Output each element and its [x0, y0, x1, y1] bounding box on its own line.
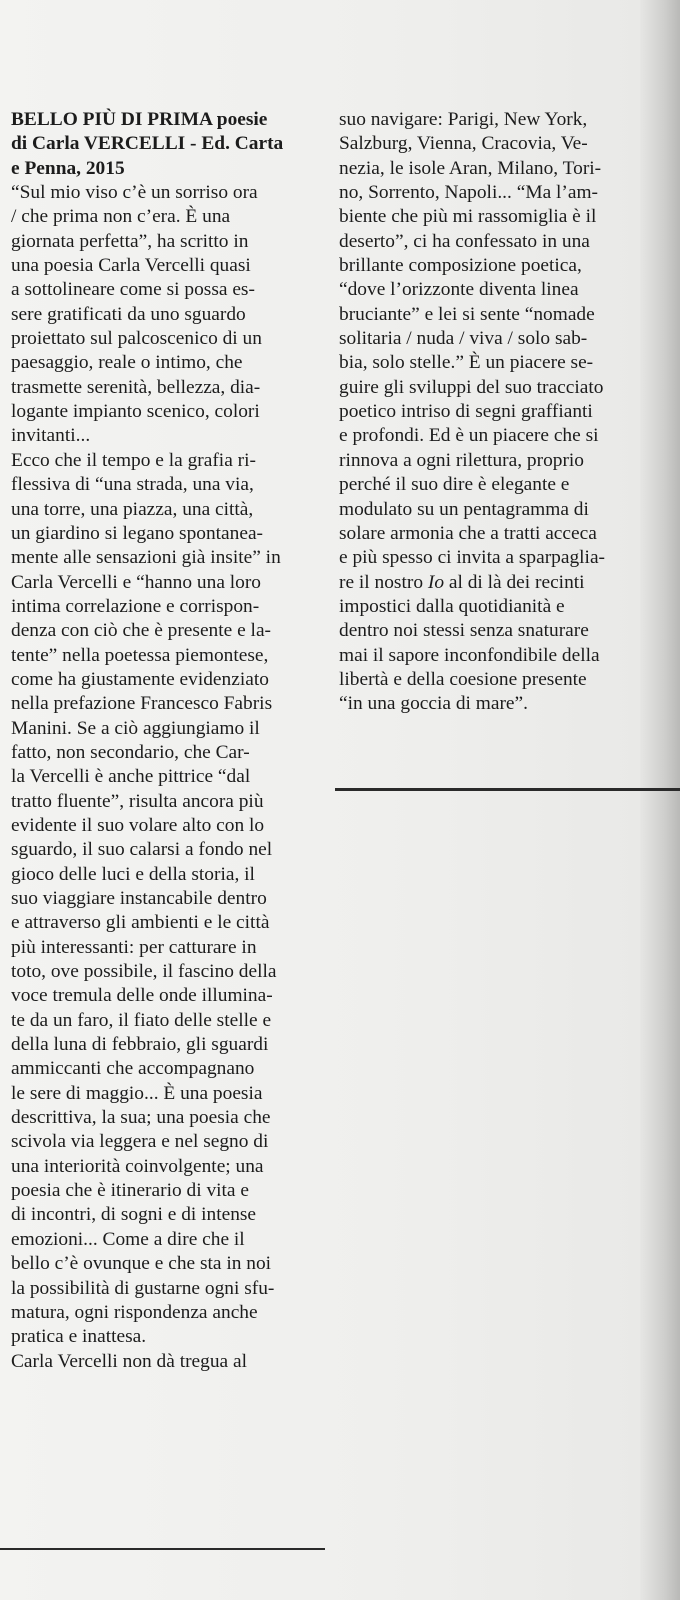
text-line: dentro noi stessi senza snaturare: [339, 620, 589, 642]
text-line: come ha giustamente evidenziato: [11, 668, 269, 690]
text-line: tente” nella poetessa piemontese,: [11, 644, 269, 666]
text-line: deserto”, ci ha confessato in una: [339, 230, 590, 252]
text-line: bello c’è ovunque e che sta in noi: [11, 1253, 272, 1275]
text-line: evidente il suo volare alto con lo: [11, 814, 265, 836]
text-line: giornata perfetta”, ha scritto in: [11, 230, 249, 252]
text-line: sere gratificati da uno sguardo: [11, 303, 246, 325]
text-line: una poesia Carla Vercelli quasi: [11, 255, 251, 277]
text-line: toto, ove possibile, il fascino della: [11, 961, 277, 983]
text-line: della luna di febbraio, gli sguardi: [11, 1034, 269, 1056]
text-line: le sere di maggio... È una poesia: [11, 1082, 263, 1104]
text-line: bruciante” e lei si sente “nomade: [339, 303, 595, 325]
text-line: suo navigare: Parigi, New York,: [339, 109, 588, 130]
text-line: solitaria / nuda / viva / solo sab-: [339, 328, 588, 350]
text-line: logante impianto scenico, colori: [11, 401, 260, 423]
text-line: solare armonia che a tratti acceca: [339, 522, 597, 544]
text-line: re il nostro Io al di là dei recinti: [339, 571, 585, 593]
text-line: e più spesso ci invita a sparpaglia-: [339, 547, 606, 569]
text-line: denza con ciò che è presente e la-: [11, 620, 272, 642]
text-line: Carla Vercelli e “hanno una loro: [11, 571, 262, 593]
text-line: trasmette serenità, bellezza, dia-: [11, 376, 261, 398]
text-line: la Vercelli è anche pittrice “dal: [11, 766, 251, 788]
text-line: matura, ogni rispondenza anche: [11, 1301, 258, 1323]
text-line: nezia, le isole Aran, Milano, Tori-: [339, 157, 602, 179]
text-line: no, Sorrento, Napoli... “Ma l’am-: [339, 182, 599, 204]
text-line: emozioni... Come a dire che il: [11, 1228, 245, 1250]
text-line: impostici dalla quotidianità e: [339, 595, 565, 617]
text-line: voce tremula delle onde illumina-: [11, 985, 273, 1007]
text-line: libertà e della coesione presente: [339, 668, 587, 690]
text-line: tratto fluente”, risulta ancora più: [11, 790, 264, 812]
text-line: mente alle sensazioni già insite” in: [11, 547, 281, 569]
text-line: descrittiva, la sua; una poesia che: [11, 1107, 271, 1129]
column-rule-bottom: [0, 1548, 325, 1550]
text-line: fatto, non secondario, che Car-: [11, 741, 250, 763]
text-line: paesaggio, reale o intimo, che: [11, 352, 243, 374]
text-line: la possibilità di gustarne ogni sfu-: [11, 1277, 275, 1299]
text-line: rinnova a ogni rilettura, proprio: [339, 449, 585, 471]
text-line: perché il suo dire è elegante e: [339, 474, 570, 496]
text-line: / che prima non c’era. È una: [11, 206, 231, 228]
text-line: brillante composizione poetica,: [339, 255, 582, 277]
text-line: flessiva di “una strada, una via,: [11, 474, 254, 496]
text-line: e attraverso gli ambienti e le città: [11, 912, 270, 934]
text-line: una interiorità coinvolgente; una: [11, 1155, 264, 1177]
right-column: [339, 108, 669, 717]
text-line: “Sul mio viso c’è un sorriso ora: [11, 182, 258, 204]
text-line: “in una goccia di mare”.: [339, 693, 528, 715]
text-line: scivola via leggera e nel segno di: [11, 1131, 269, 1153]
article-title-line: BELLO PIÙ DI PRIMA poesie: [11, 109, 268, 130]
text-line: te da un faro, il fiato delle stelle e: [11, 1009, 272, 1031]
text-line: Carla Vercelli non dà tregua al: [11, 1350, 248, 1372]
text-line: una torre, una piazza, una città,: [11, 498, 254, 520]
text-line: Manini. Se a ciò aggiungiamo il: [11, 717, 260, 739]
text-line: invitanti...: [11, 425, 91, 447]
text-line: “dove l’orizzonte diventa linea: [339, 279, 579, 301]
text-line: pratica e inattesa.: [11, 1326, 147, 1348]
text-line: gioco delle luci e della storia, il: [11, 863, 255, 885]
text-line: un giardino si legano spontanea-: [11, 522, 264, 544]
column-rule-right: [335, 788, 680, 791]
text-line: Salzburg, Vienna, Cracovia, Ve-: [339, 133, 588, 155]
left-column: [11, 108, 331, 1374]
text-line: più interessanti: per catturare in: [11, 936, 257, 958]
text-line: nella prefazione Francesco Fabris: [11, 693, 273, 715]
text-line: poesia che è itinerario di vita e: [11, 1180, 249, 1202]
text-line: proiettato sul palcoscenico di un: [11, 328, 262, 350]
text-line: modulato su un pentagramma di: [339, 498, 589, 520]
text-line: e profondi. Ed è un piacere che si: [339, 425, 599, 447]
text-line: guire gli sviluppi del suo tracciato: [339, 376, 604, 398]
text-line: di incontri, di sogni e di intense: [11, 1204, 257, 1226]
text-line: mai il sapore inconfondibile della: [339, 644, 600, 666]
text-line: biente che più mi rassomiglia è il: [339, 206, 597, 228]
article-title-line: di Carla VERCELLI - Ed. Carta: [11, 133, 284, 155]
text-line: intima correlazione e corrispon-: [11, 595, 260, 617]
text-line: suo viaggiare instancabile dentro: [11, 888, 267, 909]
text-line: Ecco che il tempo e la grafia ri-: [11, 449, 256, 471]
text-line: sguardo, il suo calarsi a fondo nel: [11, 839, 273, 861]
text-line: bia, solo stelle.” È un piacere se-: [339, 352, 594, 374]
text-line: ammiccanti che accompagnano: [11, 1058, 255, 1080]
text-line: a sottolineare come si possa es-: [11, 279, 255, 301]
article-title-line: e Penna, 2015: [11, 157, 125, 179]
text-line: poetico intriso di segni graffianti: [339, 401, 593, 423]
